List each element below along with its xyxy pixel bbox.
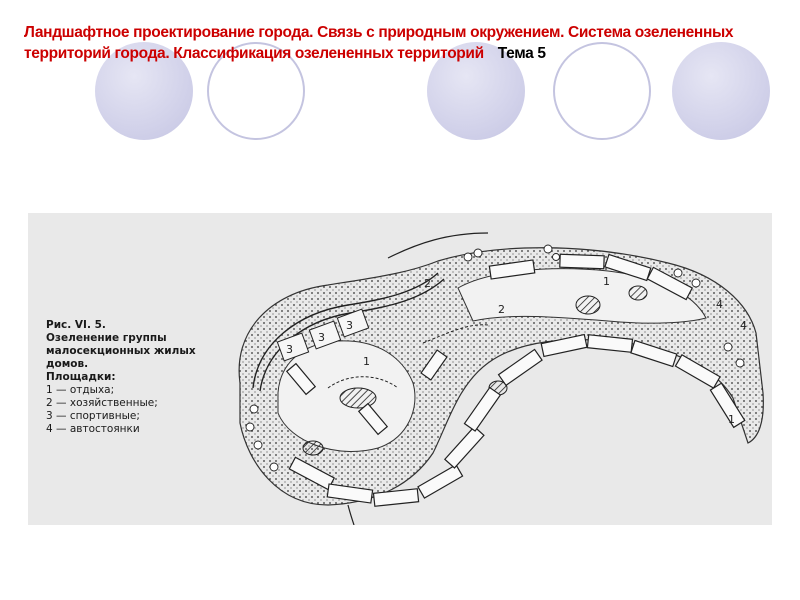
plan-label: 3 — [346, 319, 353, 332]
plan-label: 3 — [286, 343, 293, 356]
plan-label: 3 — [318, 331, 325, 344]
figure-caption — [46, 319, 226, 436]
decorative-circles — [0, 0, 800, 140]
legend-item: 3 — спортивные; — [46, 410, 140, 422]
caption-title: Рис. VI. 5. — [46, 319, 106, 331]
slide-title — [24, 22, 764, 64]
legend-heading: Площадки: — [46, 371, 116, 383]
hatched-area — [303, 441, 323, 455]
plan-label: 1 — [363, 355, 370, 368]
plan-label: 2 — [424, 277, 431, 290]
site-plan-figure — [28, 213, 772, 525]
caption-text: Озеленение группы малосекционных жилых домов. — [46, 332, 196, 370]
plan-label: 4 — [716, 298, 723, 311]
hatched-area — [576, 296, 600, 314]
building — [560, 254, 604, 269]
slide-title-text: Ландшафтное проектирование города. Связь с природным окружением. Система озелененных территорий города. Классификация озелененных территорий — [24, 24, 734, 62]
building — [464, 388, 500, 431]
hatched-area — [340, 388, 376, 408]
theme-label: Тема 5 — [497, 45, 546, 62]
plan-label: 2 — [498, 303, 505, 316]
hatched-area — [629, 286, 647, 300]
building — [445, 427, 484, 468]
plan-label: 4 — [740, 319, 747, 332]
legend-item: 2 — хозяйственные; — [46, 397, 158, 409]
building — [418, 465, 463, 498]
legend-item: 1 — отдыха; — [46, 384, 115, 396]
building — [499, 349, 542, 385]
legend-item: 4 — автостоянки — [46, 423, 140, 435]
road — [348, 505, 354, 525]
plan-label: 1 — [728, 413, 735, 426]
plan-label: 1 — [603, 275, 610, 288]
